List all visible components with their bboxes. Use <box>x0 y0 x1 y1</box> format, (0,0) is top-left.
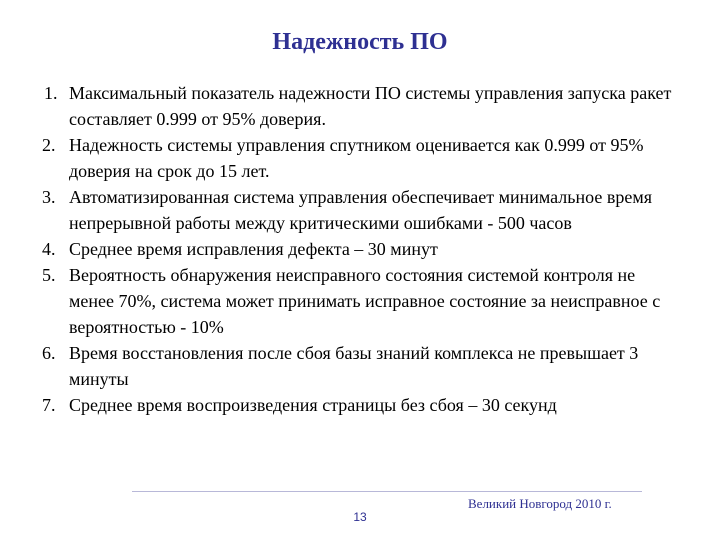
list-item-number: 2. <box>42 135 56 155</box>
list-item-text: Максимальный показатель надежности ПО системы управления запуска ракет составляет 0.999 от 95% доверия. <box>69 83 672 129</box>
footer-place-date: Великий Новгород 2010 г. <box>468 496 612 511</box>
reliability-list <box>40 80 680 418</box>
list-item-number: 7. <box>42 395 56 415</box>
list-item <box>40 340 680 392</box>
list-item <box>40 80 680 132</box>
list-item-text: Надежность системы управления спутником оценивается как 0.999 от 95% доверия на срок до 15 лет. <box>69 135 644 181</box>
list-item-text: Время восстановления после сбоя базы знаний комплекса не превышает 3 минуты <box>69 343 639 389</box>
list-item <box>40 392 680 418</box>
list-item-number: 4. <box>42 239 56 259</box>
list-item <box>40 236 680 262</box>
list-item-number: 3. <box>42 187 56 207</box>
list-item-text: Автоматизированная система управления обеспечивает минимальное время непрерывной работы между критическими ошибками - 500 часов <box>69 187 652 233</box>
list-item-text: Среднее время исправления дефекта – 30 минут <box>69 239 438 259</box>
list-item <box>40 184 680 236</box>
footer-divider <box>132 491 642 492</box>
list-item <box>40 262 680 340</box>
list-item-number: 6. <box>42 343 56 363</box>
list-item <box>40 132 680 184</box>
slide-title: Надежность ПО <box>272 29 448 55</box>
list-item-text: Вероятность обнаружения неисправного состояния системой контроля не менее 70%, система может принимать исправное состояние за неисправное с вероятностью - 10% <box>69 265 661 337</box>
list-item-text: Среднее время воспроизведения страницы без сбоя – 30 секунд <box>69 395 557 415</box>
list-item-number: 5. <box>42 265 56 285</box>
page-number: 13 <box>353 510 367 524</box>
list-item-number: 1. <box>44 83 58 103</box>
